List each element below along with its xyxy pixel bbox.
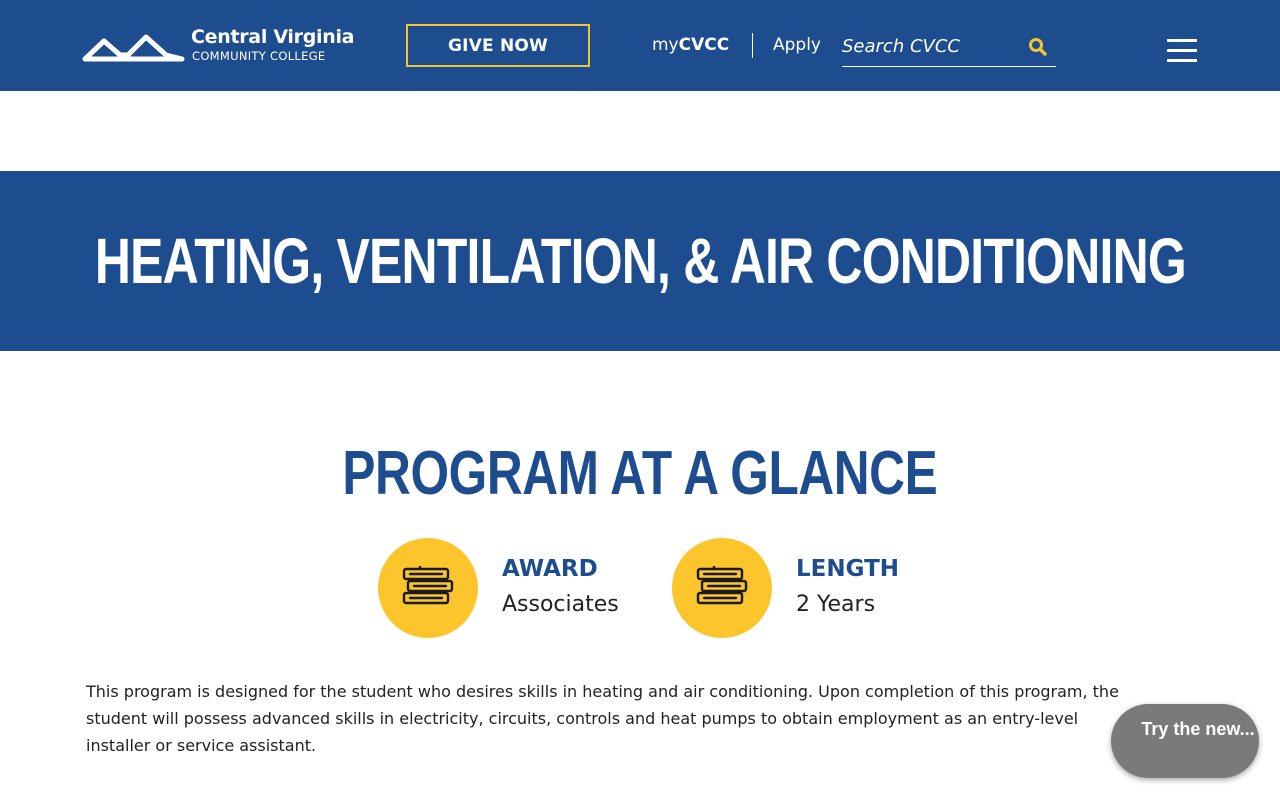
mountain-logo-icon xyxy=(82,30,186,62)
award-stat xyxy=(378,538,638,638)
books-icon xyxy=(694,566,750,610)
search-bar xyxy=(842,28,1056,67)
nav-divider xyxy=(752,33,753,58)
award-value: Associates xyxy=(502,592,619,617)
search-icon[interactable] xyxy=(1028,37,1048,57)
books-icon xyxy=(400,566,456,610)
search-input[interactable] xyxy=(842,28,1022,64)
program-description: This program is designed for the student who desires skills in heating and air conditioning. Upon completion of this program, the student will possess advanced skills in electricity, circuits, controls and heat pumps to obtain employment as an entry-level installer or service assistant. xyxy=(86,682,1119,755)
page-title: HEATING, VENTILATION, & AIR CONDITIONING xyxy=(94,225,1186,297)
logo-title: Central Virginia xyxy=(191,26,355,48)
apply-link[interactable]: Apply xyxy=(773,35,821,55)
menu-line xyxy=(1167,59,1197,62)
top-navigation-bar xyxy=(0,0,1280,91)
mycvcc-prefix: my xyxy=(652,35,679,55)
mycvcc-link[interactable] xyxy=(652,35,729,55)
section-title-text: PROGRAM AT A GLANCE xyxy=(342,439,938,508)
chat-widget-button[interactable]: Try the new... xyxy=(1111,704,1259,778)
section-title xyxy=(0,438,1280,509)
menu-line xyxy=(1167,39,1197,42)
cvcc-logo[interactable] xyxy=(82,26,355,66)
logo-subtitle: COMMUNITY COLLEGE xyxy=(192,49,326,63)
length-label: LENGTH xyxy=(796,556,900,582)
menu-icon[interactable] xyxy=(1167,39,1197,62)
menu-line xyxy=(1167,49,1197,52)
award-label: AWARD xyxy=(502,556,598,582)
length-stat xyxy=(672,538,932,638)
hero-banner xyxy=(0,171,1280,351)
give-now-button[interactable]: GIVE NOW xyxy=(406,24,590,67)
length-icon-circle xyxy=(672,538,772,638)
length-value: 2 Years xyxy=(796,592,876,617)
mycvcc-bold: CVCC xyxy=(678,35,730,55)
award-icon-circle xyxy=(378,538,478,638)
